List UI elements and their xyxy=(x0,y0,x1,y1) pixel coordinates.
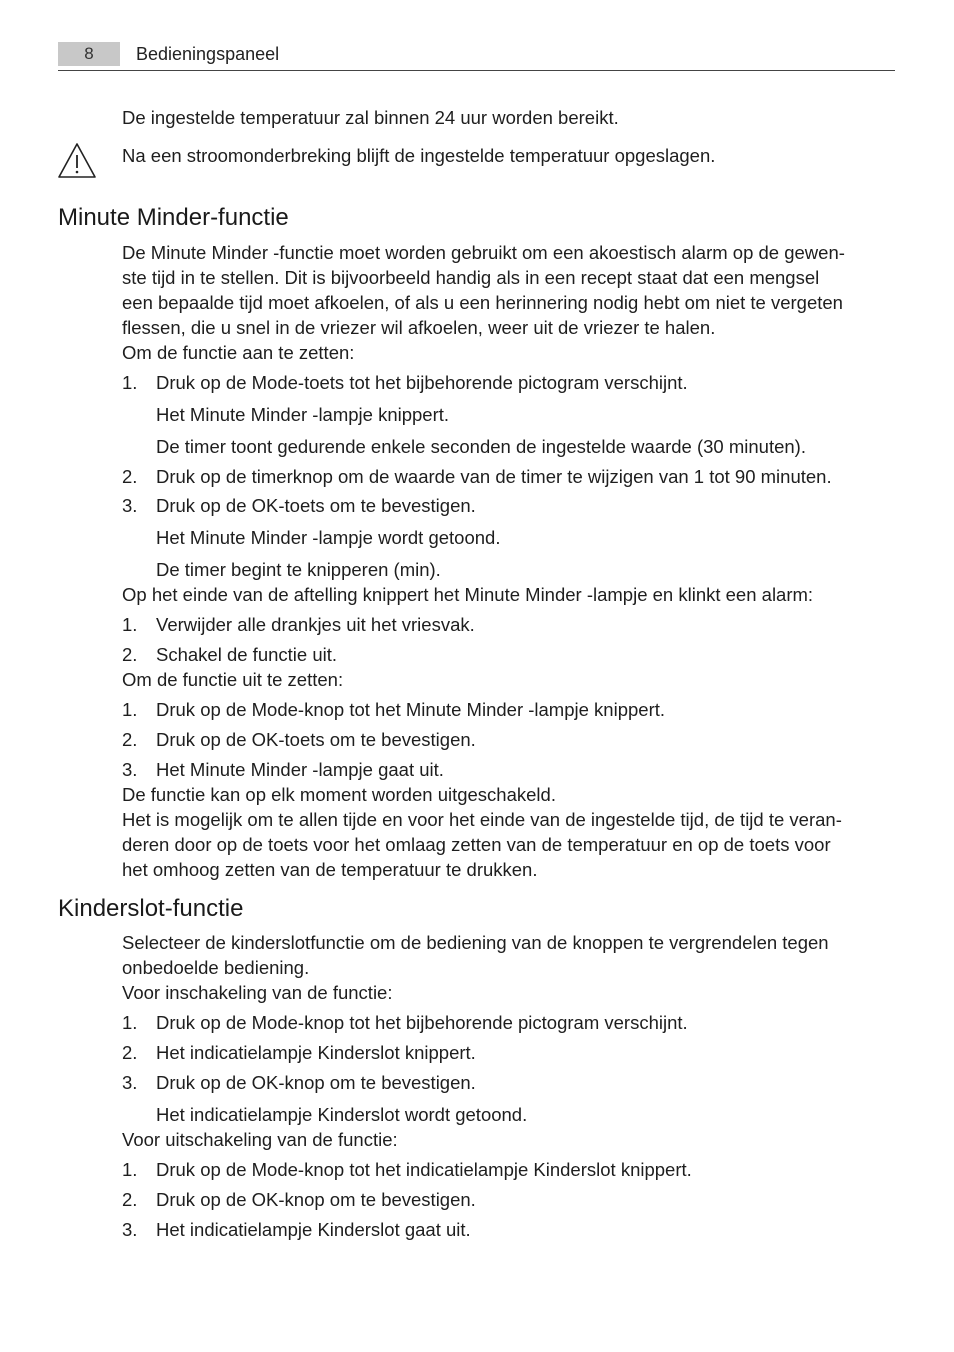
paragraph-line: het omhoog zetten van de temperatuur te drukken. xyxy=(122,859,538,880)
step-number: 1. xyxy=(122,614,138,635)
step-number: 3. xyxy=(122,1072,138,1093)
step-number: 2. xyxy=(122,644,138,665)
list-intro: Op het einde van de aftelling knippert het Minute Minder -lampje en klinkt een alarm: xyxy=(122,584,814,605)
paragraph-line: Het is mogelijk om te allen tijde en voor het einde van de ingestelde tijd, de tijd te veran- xyxy=(122,809,842,830)
paragraph-line: deren door op de toets voor het omlaag zetten van de temperatuur en op de toets voor xyxy=(122,834,831,855)
list-intro: Om de functie aan te zetten: xyxy=(122,342,355,363)
step-result: De timer toont gedurende enkele seconden de ingestelde waarde (30 minuten). xyxy=(156,436,806,457)
step-number: 2. xyxy=(122,466,138,487)
paragraph-line: flessen, die u snel in de vriezer wil afkoelen, weer uit de vriezer te halen. xyxy=(122,317,716,338)
step-text: Het Minute Minder -lampje gaat uit. xyxy=(156,759,444,780)
page-header xyxy=(58,40,895,71)
step-number: 3. xyxy=(122,759,138,780)
section-heading-minute-minder: Minute Minder-functie xyxy=(58,204,289,231)
step-text: Het indicatielampje Kinderslot knippert. xyxy=(156,1042,476,1063)
step-number: 3. xyxy=(122,1219,138,1240)
step-number: 2. xyxy=(122,729,138,750)
step-number: 1. xyxy=(122,1159,138,1180)
paragraph-line: De functie kan op elk moment worden uitgeschakeld. xyxy=(122,784,556,805)
step-text: Druk op de Mode-knop tot het Minute Minder -lampje knippert. xyxy=(156,699,666,720)
list-intro: Om de functie uit te zetten: xyxy=(122,669,344,690)
step-text: Verwijder alle drankjes uit het vriesvak. xyxy=(156,614,475,635)
step-text: Druk op de Mode-knop tot het indicatielampje Kinderslot knippert. xyxy=(156,1159,692,1180)
step-number: 1. xyxy=(122,1012,138,1033)
list-intro: Voor inschakeling van de functie: xyxy=(122,982,393,1003)
section-title: Bedieningspaneel xyxy=(136,44,280,64)
step-number: 3. xyxy=(122,495,138,516)
step-number: 1. xyxy=(122,372,138,393)
step-text: Druk op de timerknop om de waarde van de timer te wijzigen van 1 tot 90 minuten. xyxy=(156,466,832,487)
warning-triangle-icon xyxy=(57,142,97,180)
paragraph-line: onbedoelde bediening. xyxy=(122,957,310,978)
step-number: 2. xyxy=(122,1189,138,1210)
section-heading-kinderslot: Kinderslot-functie xyxy=(58,895,244,922)
step-result: Het Minute Minder -lampje wordt getoond. xyxy=(156,527,501,548)
step-text: Druk op de Mode-knop tot het bijbehorende pictogram verschijnt. xyxy=(156,1012,688,1033)
step-result: Het indicatielampje Kinderslot wordt getoond. xyxy=(156,1104,528,1125)
paragraph-line: Selecteer de kinderslotfunctie om de bediening van de knoppen te vergrendelen tegen xyxy=(122,932,829,953)
step-result: De timer begint te knipperen (min). xyxy=(156,559,441,580)
step-text: Het indicatielampje Kinderslot gaat uit. xyxy=(156,1219,471,1240)
step-text: Druk op de OK-toets om te bevestigen. xyxy=(156,495,476,516)
warning-text: Na een stroomonderbreking blijft de ingestelde temperatuur opgeslagen. xyxy=(122,145,716,166)
step-number: 1. xyxy=(122,699,138,720)
paragraph-line: ste tijd in te stellen. Dit is bijvoorbeeld handig als in een recept staat dat een mengsel xyxy=(122,267,820,288)
step-text: Druk op de OK-toets om te bevestigen. xyxy=(156,729,476,750)
paragraph-line: De Minute Minder -functie moet worden gebruikt om een akoestisch alarm op de gewen- xyxy=(122,242,845,263)
step-number: 2. xyxy=(122,1042,138,1063)
paragraph-line: een bepaalde tijd moet afkoelen, of als u een herinnering nodig hebt om niet te vergeten xyxy=(122,292,843,313)
step-text: Druk op de OK-knop om te bevestigen. xyxy=(156,1189,476,1210)
list-intro: Voor uitschakeling van de functie: xyxy=(122,1129,398,1150)
step-result: Het Minute Minder -lampje knippert. xyxy=(156,404,450,425)
step-text: Druk op de OK-knop om te bevestigen. xyxy=(156,1072,476,1093)
step-text: Druk op de Mode-toets tot het bijbehorende pictogram verschijnt. xyxy=(156,372,688,393)
intro-text: De ingestelde temperatuur zal binnen 24 uur worden bereikt. xyxy=(122,107,619,128)
page-number: 8 xyxy=(58,42,120,66)
step-text: Schakel de functie uit. xyxy=(156,644,337,665)
